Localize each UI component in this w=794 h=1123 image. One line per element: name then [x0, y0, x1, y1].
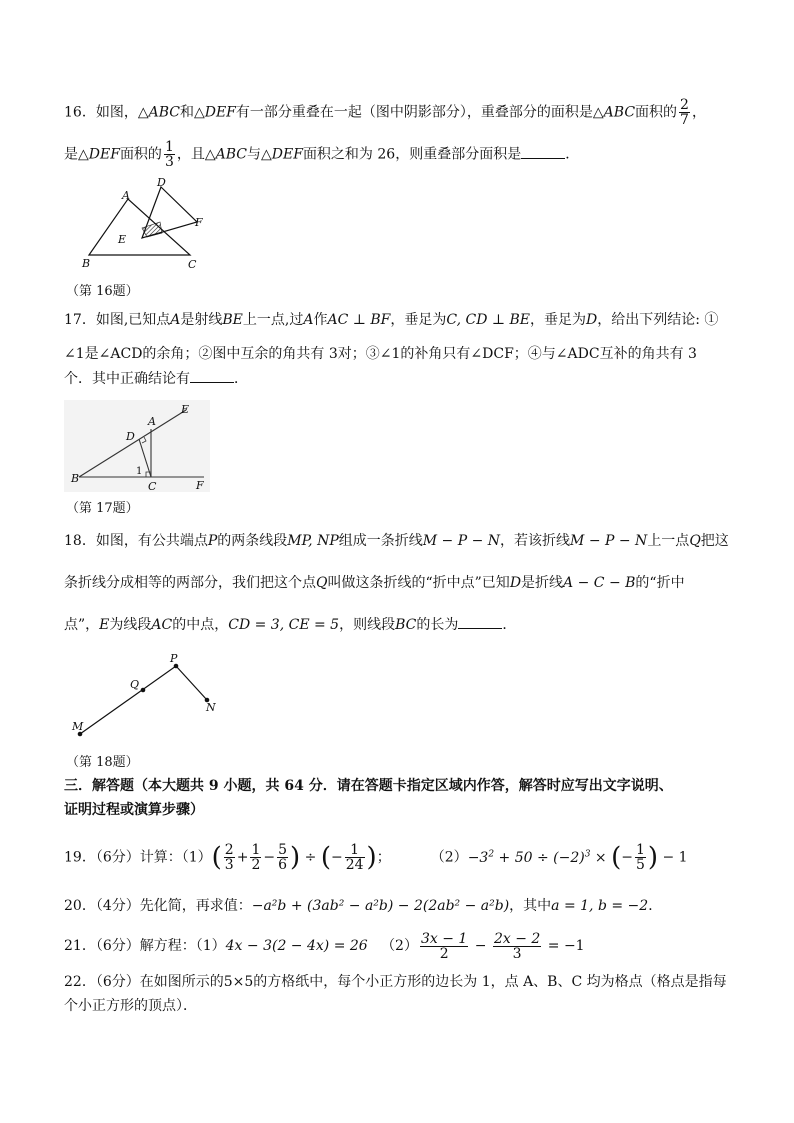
frac-num: 3x − 1 — [420, 930, 468, 947]
q17-text: 上一点,过 — [242, 312, 304, 328]
q18-line2 — [64, 573, 685, 593]
q18-text: 把这 — [700, 533, 729, 549]
fraction — [420, 932, 468, 961]
paren: ( — [320, 842, 331, 873]
math: C, CD ⊥ BE — [446, 312, 530, 328]
q16-text: ． — [565, 146, 580, 163]
q18-text: 的长为 — [416, 617, 459, 633]
q22-line2: 个小正方形的顶点）． — [64, 998, 197, 1014]
answer-blank[interactable] — [458, 614, 502, 629]
frac-num: 2x − 2 — [493, 930, 541, 947]
frac-den: 2 — [439, 945, 449, 962]
math-def: △DEF — [78, 146, 120, 163]
q18-line1 — [64, 531, 729, 551]
q20-text: ． — [648, 898, 663, 914]
q18-text: ． — [502, 617, 517, 633]
fraction — [277, 843, 288, 872]
frac-num: 1 — [251, 842, 261, 859]
frac-den: 2 — [251, 857, 261, 874]
label-e: E — [181, 403, 190, 416]
label-a: A — [122, 189, 130, 202]
label-c: C — [148, 480, 157, 492]
q19-line: 19．（6分）计算：（1）( $\frac{2}{3}$ + $\frac{1}{2}$ − $\frac{5}{6}$ ) ÷ (− $\frac{1}{24}$ )； $(2)-3^2 + 50 \div (-2)^3$ × (− $\frac{1}{5}$ ) − 1 — [64, 842, 688, 874]
q20-line — [64, 896, 662, 916]
q16-line2 — [64, 140, 579, 169]
q16-text: 面积的 — [119, 146, 162, 163]
paren: ( — [211, 842, 222, 873]
math: BC — [395, 617, 417, 633]
q17-text: ． — [234, 371, 248, 387]
q21-text: 21．（6分）解方程：（1） — [64, 938, 226, 954]
frac-den: 6 — [278, 857, 288, 874]
q16-text: 和 — [179, 104, 194, 121]
q20-text: ，其中 — [509, 898, 552, 914]
section-3-heading: 三．解答题（本大题共 9 小题，共 64 分．请在答题卡指定区域内作答，解答时应写出文字说明、 — [64, 778, 673, 794]
q17-line2: ∠1是∠ACD的余角；②图中互余的角共有 3对；③∠1的补角只有∠DCF；④与∠ADC互补的角共有 3 — [64, 346, 697, 362]
fraction — [224, 843, 235, 872]
q16-text: ， — [691, 104, 706, 121]
frac-num: 5 — [278, 842, 288, 859]
section-3-heading-cont: 证明过程或演算步骤） — [64, 802, 204, 818]
q16-text: 面积之和为 26，则重叠部分面积是 — [302, 146, 522, 163]
math: P — [207, 533, 218, 549]
label-angle-1: 1 — [136, 466, 143, 477]
math: AC — [151, 617, 173, 633]
q18-text: 上一点 — [647, 533, 690, 549]
q17-caption: （第 17题） — [66, 501, 139, 516]
fraction — [345, 843, 365, 872]
fraction — [250, 843, 261, 872]
paren: ) — [366, 842, 377, 873]
frac-num: 1 — [635, 842, 645, 859]
frac-num: 2 — [680, 97, 689, 113]
math: Q — [316, 575, 328, 591]
q21-text: （2） — [381, 938, 418, 954]
math-abc: △ABC — [204, 146, 247, 163]
math: CD = 3, CE = 5 — [228, 617, 340, 633]
fraction — [493, 932, 541, 961]
fraction-2-7 — [679, 98, 690, 127]
label-m: M — [72, 720, 84, 733]
label-f: F — [195, 216, 203, 229]
frac-num: 1 — [345, 843, 365, 858]
polyline-mpn — [80, 666, 207, 734]
frac-num: 2 — [224, 842, 234, 859]
q19-text: 19．（6分）计算：（1） — [64, 849, 212, 866]
math-def: △DEF — [261, 146, 303, 163]
math: E — [99, 617, 110, 633]
q18-text: 叫做这条折线的“折中点”已知 — [327, 575, 510, 591]
frac-den: 3 — [164, 154, 174, 170]
q18-text: ，若该折线 — [500, 533, 571, 549]
paren: ( — [611, 842, 622, 873]
q18-text: 是折线 — [521, 575, 564, 591]
frac-den: 3 — [512, 945, 522, 962]
q18-line3 — [64, 614, 516, 635]
q16-text: 与 — [247, 146, 261, 163]
q17-line3 — [64, 368, 248, 389]
paren: ) — [290, 842, 301, 873]
q18-text: 的两条线段 — [217, 533, 288, 549]
q16-triangle-abc — [89, 199, 190, 255]
label-a: A — [148, 415, 156, 428]
q20-text: 20．（4分）先化简，再求值： — [64, 898, 252, 914]
paren: ) — [647, 842, 659, 873]
label-d: D — [126, 430, 135, 443]
point-q — [141, 688, 146, 693]
q19-text: （2） — [430, 849, 468, 866]
q16-text: 有一部分重叠在一起（图中阴影部分），重叠部分的面积是 — [235, 104, 593, 121]
q22-line1: 22．（6分）在如图所示的5×5的方格纸中，每个小正方形的边长为 1，点 A、B、C 均为格点（格点是指每 — [64, 974, 727, 990]
q17-text: 17．如图,已知点 — [64, 312, 171, 328]
fraction — [635, 843, 646, 872]
q16-caption: （第 16题） — [66, 284, 139, 299]
frac-num: 1 — [164, 139, 174, 155]
label-d: D — [157, 176, 166, 189]
frac-den: 7 — [680, 112, 689, 128]
label-q: Q — [130, 678, 140, 691]
q18-text: 的“折中 — [635, 575, 685, 591]
label-c: C — [188, 258, 197, 271]
q21-equation-1: 4x − 3(2 − 4x) = 26 — [225, 938, 368, 954]
q18-text: 条折线分成相等的两部分，我们把这个点 — [64, 575, 316, 591]
q18-text: 的中点， — [172, 617, 229, 633]
q17-text: 个．其中正确结论有 — [64, 371, 190, 387]
q17-text: 是射线 — [180, 312, 223, 328]
label-b: B — [82, 257, 91, 270]
q17-figure — [64, 400, 210, 492]
q17-text: 作 — [313, 312, 328, 328]
label-p: P — [170, 652, 178, 665]
q16-text: 是 — [64, 146, 78, 163]
label-n: N — [206, 701, 216, 714]
label-f: F — [196, 479, 204, 492]
math-abc: △ABC — [137, 104, 180, 121]
q18-text: 为线段 — [109, 617, 152, 633]
q16-line1 — [64, 98, 706, 127]
math: A — [170, 312, 181, 328]
q16-figure — [78, 175, 218, 275]
q16-text: 16．如图， — [64, 104, 138, 121]
label-b: B — [71, 472, 80, 485]
q19-expr2: $-3^2 + 50 \div (-2)^3$ × — [467, 849, 612, 866]
q18-figure — [64, 650, 234, 740]
q18-text: 点”， — [64, 617, 100, 633]
math: BE — [222, 312, 243, 328]
q21-rhs: = −1 — [547, 938, 585, 954]
frac-den: 5 — [635, 857, 645, 874]
fraction-1-3 — [164, 140, 175, 169]
q18-caption: （第 18题） — [66, 755, 139, 770]
math: M − P − N — [570, 533, 648, 549]
q20-condition: a = 1, b = −2 — [551, 898, 649, 914]
math: AC ⊥ BF — [327, 312, 391, 328]
math: M − P − N — [422, 533, 501, 549]
math: D — [509, 575, 522, 591]
q21-line: 21．（6分）解方程：（1）4x − 3(2 − 4x) = 26 （2） $\frac{3x - 1}{2}$ − $\frac{2x - 2}{3}$ = −1 — [64, 930, 585, 962]
math: Q — [689, 533, 701, 549]
math: A − C − B — [563, 575, 636, 591]
q17-text: ，垂足为 — [530, 312, 586, 328]
q20-expression: −a²b + (3ab² − a²b) − 2(2ab² − a²b) — [251, 898, 510, 914]
math-abc: △ABC — [592, 104, 636, 121]
q18-text: ，则线段 — [339, 617, 396, 633]
math: A — [303, 312, 314, 328]
q16-text: ，且 — [176, 146, 205, 163]
q17-line1 — [64, 310, 718, 330]
label-e: E — [118, 233, 127, 246]
math: MP, NP — [287, 533, 339, 549]
math: D — [586, 312, 598, 328]
q17-text: ，给出下列结论: ① — [597, 312, 719, 328]
q18-text: 组成一条折线 — [338, 533, 423, 549]
q16-text: 面积的 — [635, 104, 678, 121]
answer-blank[interactable] — [521, 144, 565, 159]
answer-blank[interactable] — [190, 368, 234, 383]
frac-den: 24 — [345, 857, 364, 874]
frac-den: 3 — [224, 857, 234, 874]
math-def: △DEF — [193, 104, 236, 121]
q18-text: 18．如图，有公共端点 — [64, 533, 208, 549]
q17-text: ，垂足为 — [390, 312, 447, 328]
